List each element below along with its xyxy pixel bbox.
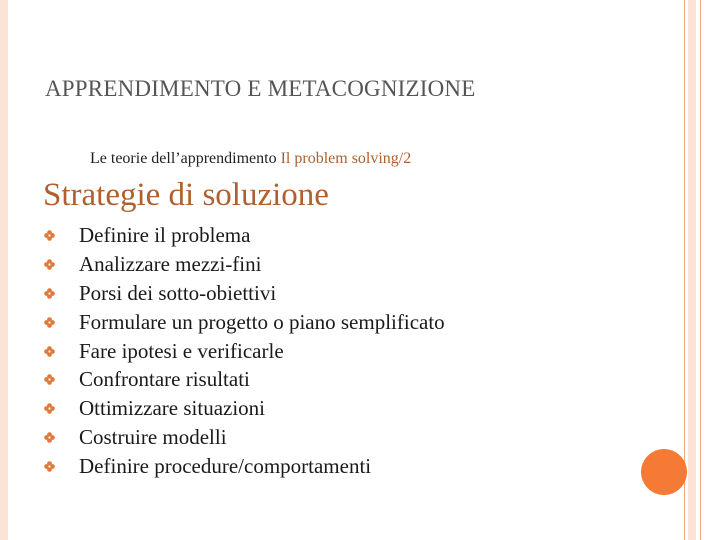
flower-bullet-icon xyxy=(40,461,79,472)
bullet-text: Porsi dei sotto-obiettivi xyxy=(79,280,277,305)
right-frame-line xyxy=(684,0,685,540)
subtitle-prefix: Le teorie dell’apprendimento xyxy=(90,150,281,167)
decorative-circle xyxy=(641,449,687,495)
bullet-item xyxy=(40,365,445,394)
bullet-text: Costruire modelli xyxy=(79,425,227,450)
bullet-item xyxy=(40,337,445,366)
flower-bullet-icon xyxy=(40,432,79,443)
bullet-text: Definire il problema xyxy=(79,222,251,247)
right-frame-line xyxy=(700,0,701,540)
flower-bullet-icon xyxy=(40,259,79,270)
bullet-text: Definire procedure/comportamenti xyxy=(79,454,372,479)
bullet-item xyxy=(40,221,445,250)
bullet-item xyxy=(40,423,445,452)
bullet-text: Formulare un progetto o piano semplificato xyxy=(79,309,445,334)
bullet-item xyxy=(40,452,445,481)
bullet-text: Ottimizzare situazioni xyxy=(79,396,266,421)
flower-bullet-icon xyxy=(40,230,79,241)
section-heading: Strategie di soluzione xyxy=(43,177,329,213)
flower-bullet-icon xyxy=(40,374,79,385)
bullet-item xyxy=(40,308,445,337)
right-frame-band xyxy=(688,0,696,540)
bullet-list xyxy=(40,221,445,481)
bullet-text: Confrontare risultati xyxy=(79,367,250,392)
flower-bullet-icon xyxy=(40,317,79,328)
bullet-item xyxy=(40,394,445,423)
subtitle-accent: Il problem solving/2 xyxy=(280,150,412,167)
left-frame-band xyxy=(0,0,8,540)
flower-bullet-icon xyxy=(40,288,79,299)
bullet-item xyxy=(40,250,445,279)
slide-title: APPRENDIMENTO E METACOGNIZIONE xyxy=(45,76,476,101)
bullet-text: Fare ipotesi e verificarle xyxy=(79,338,284,363)
bullet-item xyxy=(40,279,445,308)
slide-subtitle xyxy=(90,150,411,168)
flower-bullet-icon xyxy=(40,346,79,357)
flower-bullet-icon xyxy=(40,403,79,414)
bullet-text: Analizzare mezzi-fini xyxy=(79,251,262,276)
